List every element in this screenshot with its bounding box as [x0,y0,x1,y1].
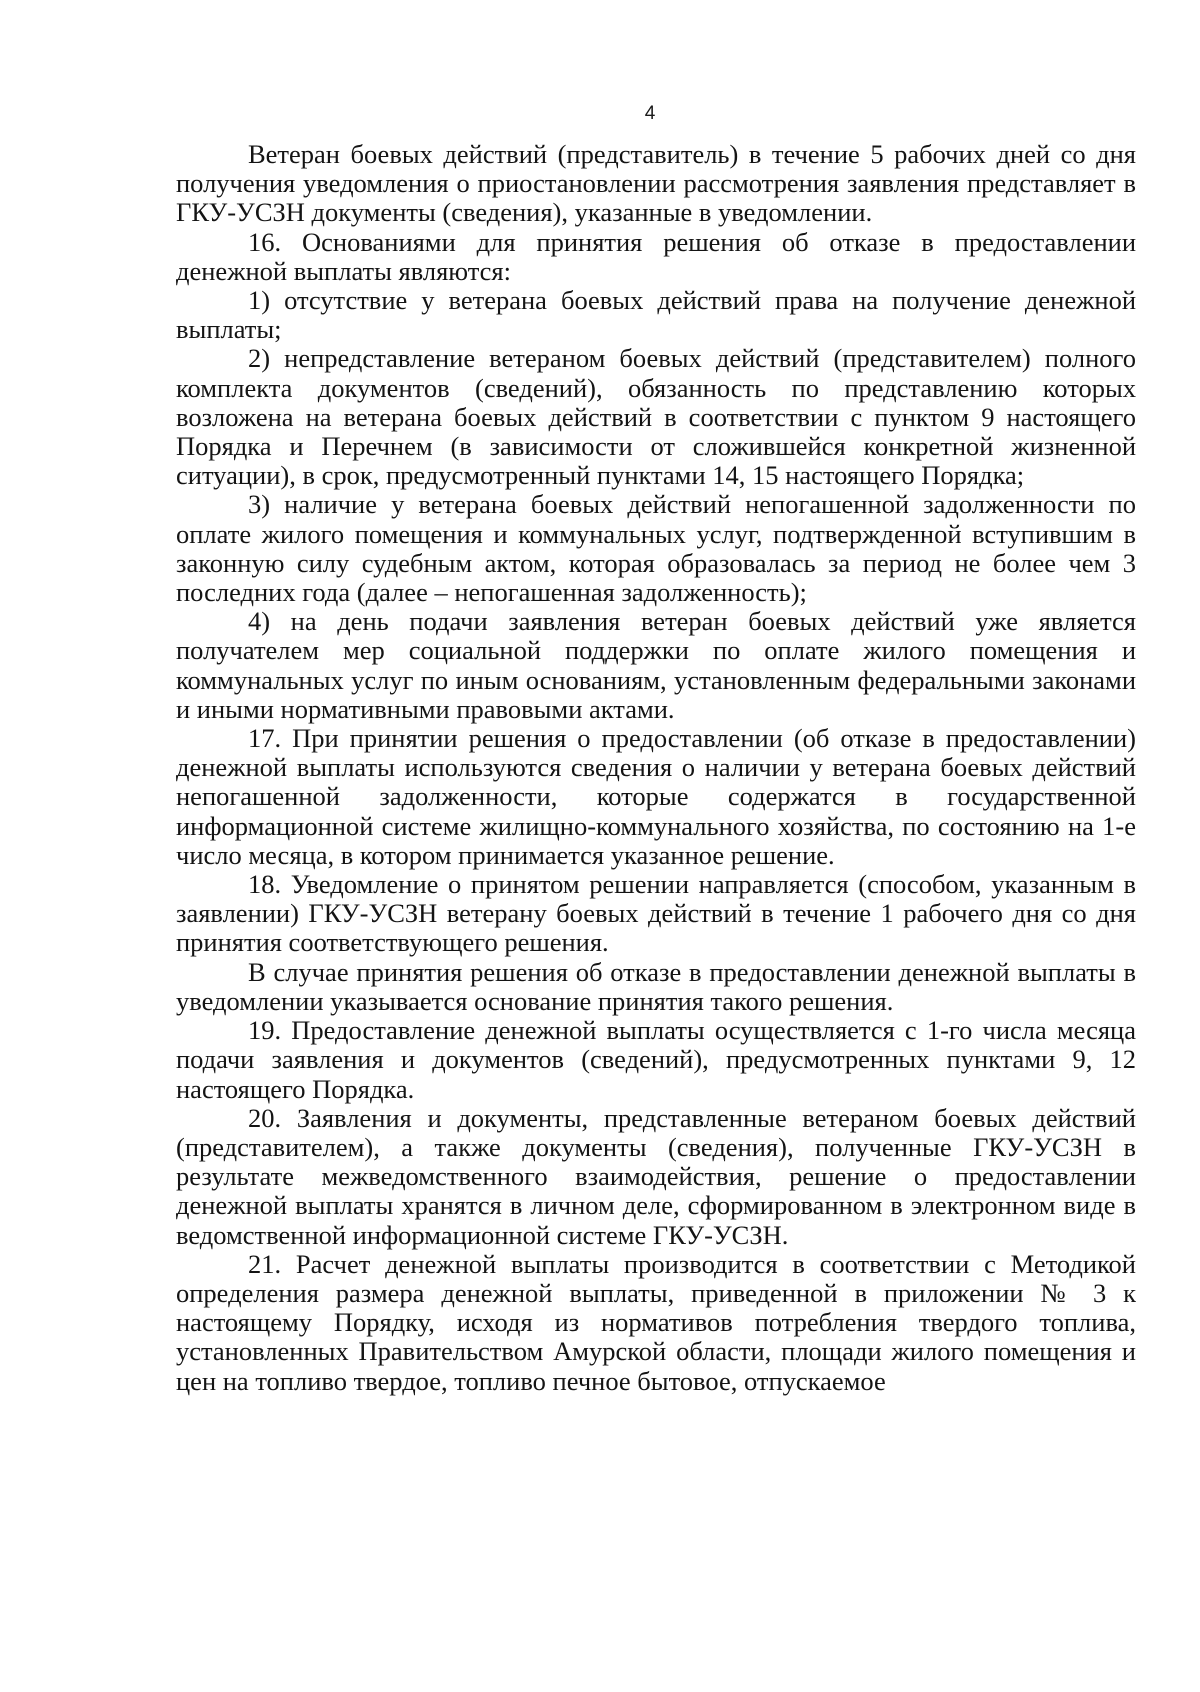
paragraph-16-item-1: 1) отсутствие у ветерана боевых действий права на получение денежной выплаты; [176,285,1136,345]
paragraph-16-item-3: 3) наличие у ветерана боевых действий непогашенной задолженности по оплате жилого помещения и коммунальных услуг, подтвержденной вступившим в законную силу судебным актом, которая образовалась за период не более чем 3 последних года (далее – непогашенная задолженность); [176,489,1136,608]
document-body [176,140,1136,1396]
paragraph-16-grounds-for-refusal: 16. Основаниями для принятия решения об отказе в предоставлении денежной выплаты являются: [176,226,1136,286]
paragraph-18: 18. Уведомление о принятом решении направляется (способом, указанным в заявлении) ГКУ-УСЗН ветерану боевых действий в течение 1 рабочего дня со дня принятия соответствующего решения. [176,869,1136,958]
paragraph-20: 20. Заявления и документы, представленные ветераном боевых действий (представителем), а также документы (сведения), полученные ГКУ-УСЗН в результате межведомственного взаимодействия, решение о предоставлении денежной выплаты хранятся в личном деле, сформированном в электронном виде в ведомственной информационной системе ГКУ-УСЗН. [176,1102,1136,1250]
paragraph-17: 17. При принятии решения о предоставлении (об отказе в предоставлении) денежной выплаты используются сведения о наличии у ветерана боевых действий непогашенной задолженности, которые содержатся в государственной информационной системе жилищно-коммунального хозяйства, по состоянию на 1-е число месяца, в котором принимается указанное решение. [176,723,1136,870]
page-number: 4 [644,103,656,124]
paragraph-16-item-4: 4) на день подачи заявления ветеран боевых действий уже является получателем мер социальной поддержки по оплате жилого помещения и коммунальных услуг по иным основаниям, установленным федеральными законами и иными нормативными правовыми актами. [176,606,1136,724]
paragraph-19: 19. Предоставление денежной выплаты осуществляется с 1-го числа месяца подачи заявления и документов (сведений), предусмотренных пунктами 9, 12 настоящего Порядка. [176,1015,1136,1104]
paragraph-veteran-documents: Ветеран боевых действий (представитель) в течение 5 рабочих дней со дня получения уведомления о приостановлении рассмотрения заявления представляет в ГКУ-УСЗН документы (сведения), указанные в уведомлении. [176,139,1136,228]
paragraph-18-refusal-notice: В случае принятия решения об отказе в предоставлении денежной выплаты в уведомлении указывается основание принятия такого решения. [176,956,1136,1016]
paragraph-16-item-2: 2) непредставление ветераном боевых действий (представителем) полного комплекта документов (сведений), обязанность по представлению которых возложена на ветерана боевых действий в соответствии с пунктом 9 настоящего Порядка и Перечнем (в зависимости от сложившейся конкретной жизненной ситуации), в срок, предусмотренный пунктами 14, 15 настоящего Порядка; [176,343,1136,491]
paragraph-21: 21. Расчет денежной выплаты производится в соответствии с Методикой определения размера денежной выплаты, приведенной в приложении № 3 к настоящему Порядку, исходя из нормативов потребления твердого топлива, установленных Правительством Амурской области, площади жилого помещения и цен на топливо твердое, топливо печное бытовое, отпускаемое [176,1248,1136,1396]
